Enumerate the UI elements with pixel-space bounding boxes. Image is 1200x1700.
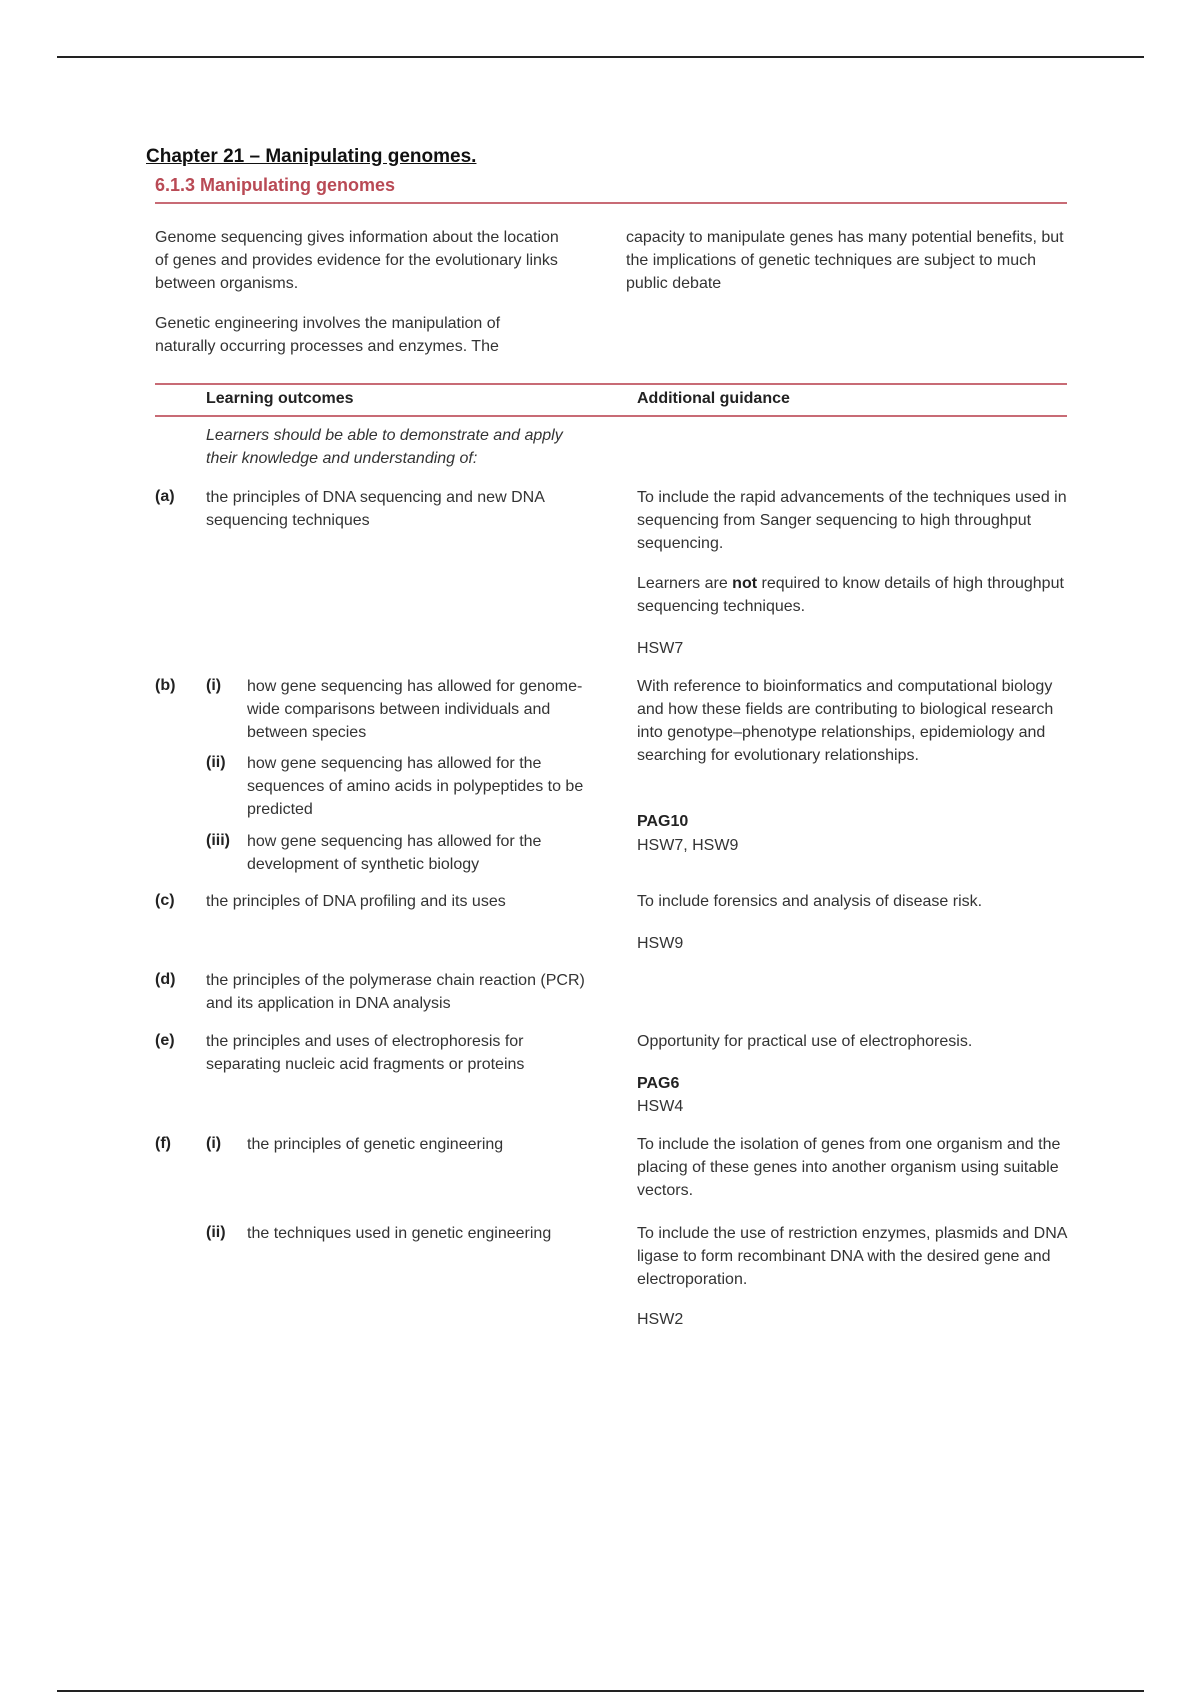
guidance-f-ii-text: To include the use of restriction enzymes, plasmids and DNA ligase to form recombinant DNA with the desired gene and electroporation. [637,1225,1067,1288]
guidance-b-pag: PAG10 [637,813,689,830]
outcome-b-ii-text: how gene sequencing has allowed for the sequences of amino acids in polypeptides to be predicted [247,755,584,818]
guidance-f-code: HSW2 [637,1311,684,1328]
guidance-c-text: To include forensics and analysis of disease risk. [637,893,983,910]
outcome-e-text: the principles and uses of electrophoresis for separating nucleic acid fragments or proteins [206,1033,525,1073]
outcome-a-text: the principles of DNA sequencing and new DNA sequencing techniques [206,489,544,529]
outcome-label-a: (a) [155,488,175,505]
guidance-a-text: To include the rapid advancements of the techniques used in sequencing from Sanger sequencing to high throughput sequencing. [637,489,1067,552]
header-learning-outcomes: Learning outcomes [206,390,354,407]
outcome-b-i-label: (i) [206,677,222,694]
outcome-label-f: (f) [155,1135,171,1152]
outcome-b-i-text: how gene sequencing has allowed for genome-wide comparisons between individuals and between species [247,678,583,741]
chapter-title: Chapter 21 – Manipulating genomes. [146,146,477,167]
outcome-c-text: the principles of DNA profiling and its uses [206,893,506,910]
bottom-rule [57,1690,1144,1692]
table-header-bottom-rule [155,415,1067,417]
guidance-b-text: With reference to bioinformatics and computational biology and how these fields are contributing to biological research into genotype–phenotype relationships, epidemiology and searching for evolutionary relationships. [637,678,1054,764]
outcome-f-ii-text: the techniques used in genetic engineering [247,1225,552,1242]
outcome-label-e: (e) [155,1032,175,1049]
outcome-label-d: (d) [155,971,176,988]
guidance-f-i-text: To include the isolation of genes from one organism and the placing of these genes into another organism using suitable vectors. [637,1136,1061,1199]
intro-paragraph-2: Genetic engineering involves the manipulation of naturally occurring processes and enzymes. The [155,315,501,355]
section-title: 6.1.3 Manipulating genomes [155,175,396,195]
guidance-e-code: HSW4 [637,1098,684,1115]
outcome-b-iii-text: how gene sequencing has allowed for the development of synthetic biology [247,833,542,873]
learners-lead-text: Learners should be able to demonstrate and apply their knowledge and understanding of: [206,427,563,467]
outcome-f-i-text: the principles of genetic engineering [247,1136,504,1153]
outcome-label-b: (b) [155,677,176,694]
guidance-c-code: HSW9 [637,935,684,952]
intro-paragraph-1: Genome sequencing gives information about the location of genes and provides evidence for the evolutionary links between organisms. [155,229,559,292]
top-rule [57,56,1144,58]
guidance-a-note: Learners are not required to know details of high throughput sequencing techniques. [637,575,1064,615]
guidance-e-text: Opportunity for practical use of electrophoresis. [637,1033,973,1050]
outcome-label-c: (c) [155,892,175,909]
outcome-b-iii-label: (iii) [206,832,230,849]
guidance-b-code: HSW7, HSW9 [637,837,739,854]
outcome-d-text: the principles of the polymerase chain reaction (PCR) and its application in DNA analysis [206,972,585,1012]
outcome-f-i-label: (i) [206,1135,222,1152]
intro-paragraph-3: capacity to manipulate genes has many potential benefits, but the implications of genetic techniques are subject to much public debate [626,229,1064,292]
guidance-e-pag: PAG6 [637,1075,680,1092]
header-additional-guidance: Additional guidance [637,390,790,407]
outcome-b-ii-label: (ii) [206,754,226,771]
outcome-f-ii-label: (ii) [206,1224,226,1241]
section-divider [155,202,1067,204]
table-header-top-rule [155,383,1067,385]
guidance-a-code: HSW7 [637,640,684,657]
